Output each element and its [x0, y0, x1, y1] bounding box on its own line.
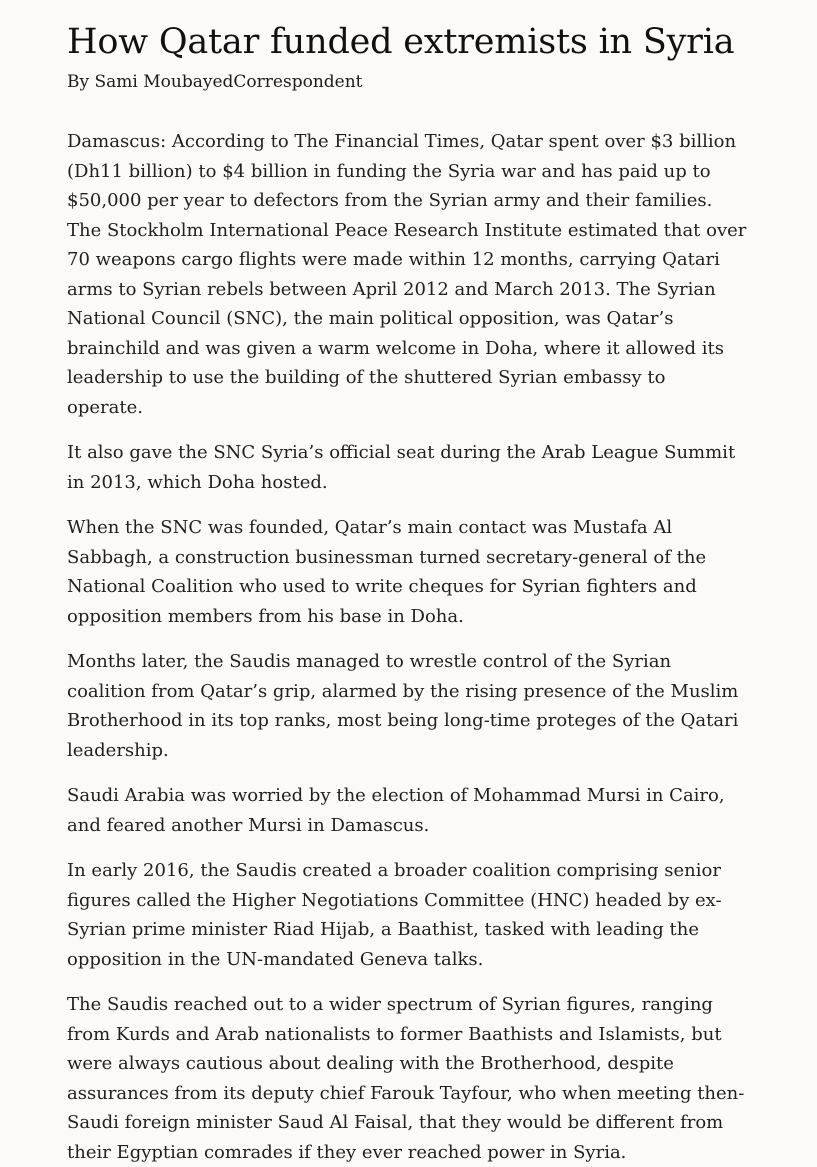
byline-role: Correspondent: [233, 71, 363, 92]
article-paragraph: Months later, the Saudis managed to wrestle control of the Syrian coalition from Qatar’s grip, alarmed by the rising presence of the Muslim Brotherhood in its top ranks, most being long-time proteges of the Qatari leadership.: [67, 651, 739, 761]
article-paragraph: Damascus: According to The Financial Times, Qatar spent over $3 billion (Dh11 billion) to $4 billion in funding the Syria war and has paid up to $50,000 per year to defectors from the Syrian army and their families. The Stockholm International Peace Research Institute estimated that over 70 weapons cargo flights were made within 12 months, carrying Qatari arms to Syrian rebels between April 2012 and March 2013. The Syrian National Council (SNC), the main political opposition, was Qatar’s brainchild and was given a warm welcome in Doha, where it allowed its leadership to use the building of the shuttered Syrian embassy to operate.: [67, 131, 747, 418]
byline: [67, 72, 747, 93]
article-paragraph: Saudi Arabia was worried by the election of Mohammad Mursi in Cairo, and feared another Mursi in Damascus.: [67, 785, 725, 836]
page-title: How Qatar funded extremists in Syria: [67, 22, 735, 62]
article-paragraph: In early 2016, the Saudis created a broader coalition comprising senior figures called the Higher Negotiations Committee (HNC) headed by ex-Syrian prime minister Riad Hijab, a Baathist, tasked with leading the opposition in the UN-mandated Geneva talks.: [67, 860, 722, 970]
article-paragraph: It also gave the SNC Syria’s official seat during the Arab League Summit in 2013, which Doha hosted.: [67, 442, 736, 493]
article-body: [67, 127, 747, 1167]
byline-author: Sami Moubayed: [94, 71, 234, 92]
byline-prefix: By: [67, 71, 95, 92]
article-paragraph: The Saudis reached out to a wider spectrum of Syrian figures, ranging from Kurds and Arab nationalists to former Baathists and Islamists, but were always cautious about dealing with the Brotherhood, despite assurances from its deputy chief Farouk Tayfour, who when meeting then-Saudi foreign minister Saud Al Faisal, that they would be different from their Egyptian comrades if they ever reached power in Syria.: [67, 994, 745, 1163]
article-paragraph: When the SNC was founded, Qatar’s main contact was Mustafa Al Sabbagh, a construction businessman turned secretary-general of the National Coalition who used to write cheques for Syrian fighters and opposition members from his base in Doha.: [67, 517, 707, 627]
